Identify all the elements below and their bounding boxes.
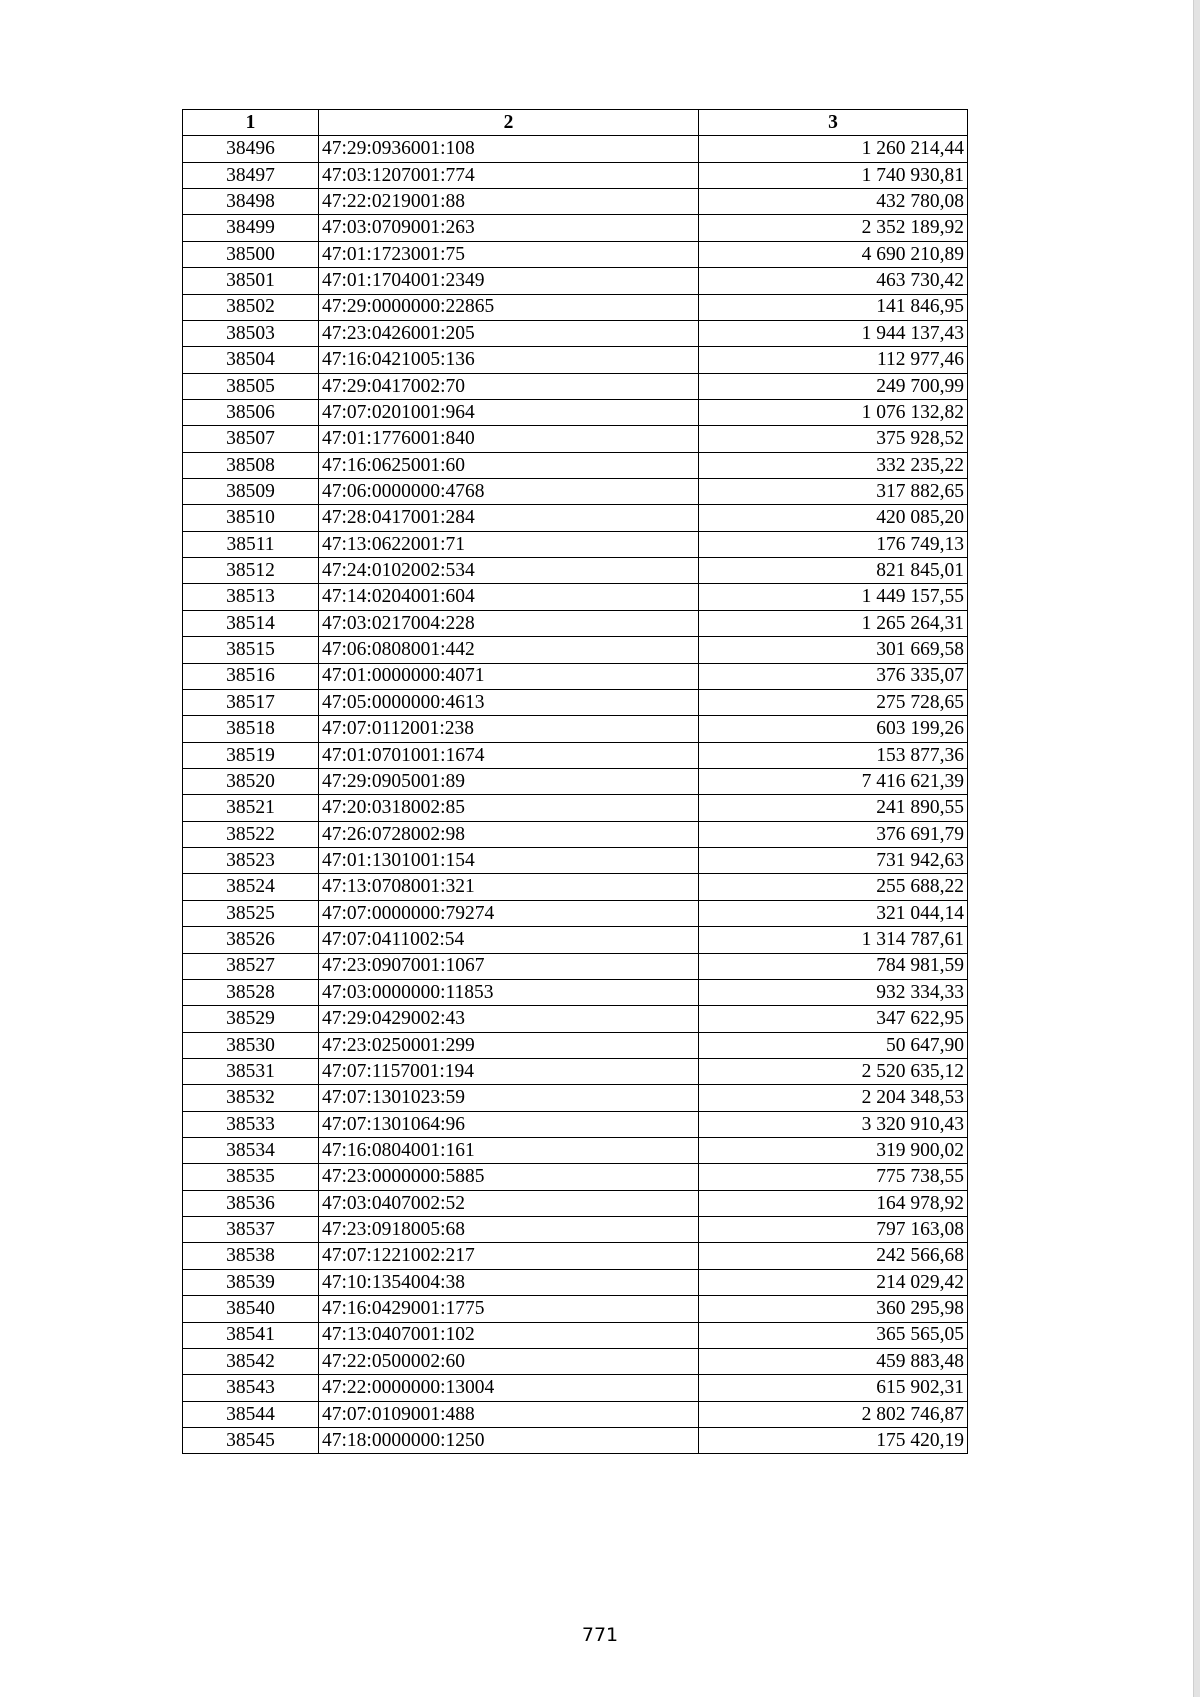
- cadastral-value-cell: 932 334,33: [699, 979, 968, 1005]
- cadastral-number-cell: 47:23:0918005:68: [319, 1217, 699, 1243]
- row-number-cell: 38500: [183, 241, 319, 267]
- cadastral-number-cell: 47:22:0219001:88: [319, 189, 699, 215]
- table-row: [183, 1190, 968, 1216]
- row-number-cell: 38508: [183, 452, 319, 478]
- cadastral-number-cell: 47:06:0000000:4768: [319, 479, 699, 505]
- table-row: [183, 848, 968, 874]
- row-number-cell: 38531: [183, 1058, 319, 1084]
- table-row: [183, 452, 968, 478]
- row-number-cell: 38522: [183, 821, 319, 847]
- cadastral-number-cell: 47:05:0000000:4613: [319, 689, 699, 715]
- cadastral-number-cell: 47:01:1301001:154: [319, 848, 699, 874]
- row-number-cell: 38525: [183, 900, 319, 926]
- table-row: [183, 162, 968, 188]
- cadastral-number-cell: 47:07:0411002:54: [319, 927, 699, 953]
- cadastral-value-cell: 175 420,19: [699, 1427, 968, 1453]
- row-number-cell: 38498: [183, 189, 319, 215]
- table-row: [183, 373, 968, 399]
- cadastral-number-cell: 47:23:0426001:205: [319, 320, 699, 346]
- cadastral-number-cell: 47:13:0708001:321: [319, 874, 699, 900]
- row-number-cell: 38527: [183, 953, 319, 979]
- column-header-cadastral-number: 2: [319, 110, 699, 136]
- table-row: [183, 900, 968, 926]
- table-row: [183, 531, 968, 557]
- cadastral-number-cell: 47:07:0000000:79274: [319, 900, 699, 926]
- table-row: [183, 215, 968, 241]
- table-row: [183, 399, 968, 425]
- row-number-cell: 38510: [183, 505, 319, 531]
- row-number-cell: 38497: [183, 162, 319, 188]
- cadastral-value-cell: 2 352 189,92: [699, 215, 968, 241]
- cadastral-value-cell: 332 235,22: [699, 452, 968, 478]
- table-row: [183, 268, 968, 294]
- cadastral-number-cell: 47:07:0109001:488: [319, 1401, 699, 1427]
- cadastral-value-cell: 603 199,26: [699, 716, 968, 742]
- table-row: [183, 320, 968, 346]
- row-number-cell: 38512: [183, 558, 319, 584]
- table-row: [183, 874, 968, 900]
- row-number-cell: 38518: [183, 716, 319, 742]
- row-number-cell: 38502: [183, 294, 319, 320]
- cadastral-number-cell: 47:22:0000000:13004: [319, 1375, 699, 1401]
- cadastral-value-cell: 275 728,65: [699, 689, 968, 715]
- cadastral-value-cell: 4 690 210,89: [699, 241, 968, 267]
- table-header: [183, 110, 968, 136]
- cadastral-value-cell: 214 029,42: [699, 1269, 968, 1295]
- row-number-cell: 38544: [183, 1401, 319, 1427]
- cadastral-value-cell: 347 622,95: [699, 1006, 968, 1032]
- cadastral-number-cell: 47:03:0709001:263: [319, 215, 699, 241]
- cadastral-number-cell: 47:26:0728002:98: [319, 821, 699, 847]
- cadastral-value-cell: 50 647,90: [699, 1032, 968, 1058]
- cadastral-number-cell: 47:29:0936001:108: [319, 136, 699, 162]
- row-number-cell: 38528: [183, 979, 319, 1005]
- row-number-cell: 38503: [183, 320, 319, 346]
- cadastral-number-cell: 47:24:0102002:534: [319, 558, 699, 584]
- cadastral-value-cell: 615 902,31: [699, 1375, 968, 1401]
- row-number-cell: 38530: [183, 1032, 319, 1058]
- row-number-cell: 38506: [183, 399, 319, 425]
- cadastral-value-cell: 1 944 137,43: [699, 320, 968, 346]
- table-row: [183, 927, 968, 953]
- table-row: [183, 1322, 968, 1348]
- cadastral-number-cell: 47:18:0000000:1250: [319, 1427, 699, 1453]
- cadastral-value-cell: 775 738,55: [699, 1164, 968, 1190]
- cadastral-number-cell: 47:07:1301023:59: [319, 1085, 699, 1111]
- cadastral-value-cell: 1 449 157,55: [699, 584, 968, 610]
- cadastral-value-cell: 376 335,07: [699, 663, 968, 689]
- cadastral-value-cell: 255 688,22: [699, 874, 968, 900]
- cadastral-value-cell: 242 566,68: [699, 1243, 968, 1269]
- cadastral-number-cell: 47:29:0905001:89: [319, 768, 699, 794]
- cadastral-number-cell: 47:28:0417001:284: [319, 505, 699, 531]
- table-row: [183, 1085, 968, 1111]
- cadastral-value-cell: 3 320 910,43: [699, 1111, 968, 1137]
- table-row: [183, 426, 968, 452]
- cadastral-number-cell: 47:01:1776001:840: [319, 426, 699, 452]
- row-number-cell: 38521: [183, 795, 319, 821]
- row-number-cell: 38523: [183, 848, 319, 874]
- row-number-cell: 38545: [183, 1427, 319, 1453]
- cadastral-number-cell: 47:16:0625001:60: [319, 452, 699, 478]
- table-row: [183, 505, 968, 531]
- cadastral-number-cell: 47:07:1221002:217: [319, 1243, 699, 1269]
- cadastral-value-cell: 176 749,13: [699, 531, 968, 557]
- cadastral-number-cell: 47:07:1301064:96: [319, 1111, 699, 1137]
- table-row: [183, 1401, 968, 1427]
- cadastral-value-cell: 153 877,36: [699, 742, 968, 768]
- cadastral-value-cell: 1 265 264,31: [699, 610, 968, 636]
- row-number-cell: 38524: [183, 874, 319, 900]
- cadastral-number-cell: 47:03:0407002:52: [319, 1190, 699, 1216]
- cadastral-value-cell: 376 691,79: [699, 821, 968, 847]
- cadastral-value-cell: 2 802 746,87: [699, 1401, 968, 1427]
- cadastral-value-cell: 1 740 930,81: [699, 162, 968, 188]
- cadastral-value-cell: 319 900,02: [699, 1138, 968, 1164]
- row-number-cell: 38542: [183, 1348, 319, 1374]
- cadastral-number-cell: 47:01:0701001:1674: [319, 742, 699, 768]
- table-row: [183, 953, 968, 979]
- row-number-cell: 38543: [183, 1375, 319, 1401]
- cadastral-value-cell: 141 846,95: [699, 294, 968, 320]
- cadastral-value-cell: 797 163,08: [699, 1217, 968, 1243]
- row-number-cell: 38537: [183, 1217, 319, 1243]
- cadastral-number-cell: 47:23:0000000:5885: [319, 1164, 699, 1190]
- row-number-cell: 38501: [183, 268, 319, 294]
- table-row: [183, 1058, 968, 1084]
- row-number-cell: 38538: [183, 1243, 319, 1269]
- row-number-cell: 38515: [183, 637, 319, 663]
- cadastral-number-cell: 47:29:0429002:43: [319, 1006, 699, 1032]
- table-row: [183, 689, 968, 715]
- table-row: [183, 1111, 968, 1137]
- table-row: [183, 1138, 968, 1164]
- row-number-cell: 38517: [183, 689, 319, 715]
- cadastral-number-cell: 47:29:0000000:22865: [319, 294, 699, 320]
- cadastral-value-cell: 821 845,01: [699, 558, 968, 584]
- table-row: [183, 1006, 968, 1032]
- row-number-cell: 38539: [183, 1269, 319, 1295]
- cadastral-number-cell: 47:10:1354004:38: [319, 1269, 699, 1295]
- cadastral-value-cell: 360 295,98: [699, 1296, 968, 1322]
- row-number-cell: 38514: [183, 610, 319, 636]
- table-row: [183, 1164, 968, 1190]
- table-row: [183, 1032, 968, 1058]
- table-row: [183, 1296, 968, 1322]
- row-number-cell: 38535: [183, 1164, 319, 1190]
- cadastral-number-cell: 47:29:0417002:70: [319, 373, 699, 399]
- cadastral-number-cell: 47:14:0204001:604: [319, 584, 699, 610]
- row-number-cell: 38541: [183, 1322, 319, 1348]
- table-row: [183, 742, 968, 768]
- table-row: [183, 1217, 968, 1243]
- row-number-cell: 38511: [183, 531, 319, 557]
- table-row: [183, 294, 968, 320]
- row-number-cell: 38496: [183, 136, 319, 162]
- cadastral-value-cell: 365 565,05: [699, 1322, 968, 1348]
- cadastral-number-cell: 47:03:0000000:11853: [319, 979, 699, 1005]
- cadastral-value-cell: 731 942,63: [699, 848, 968, 874]
- row-number-cell: 38504: [183, 347, 319, 373]
- row-number-cell: 38520: [183, 768, 319, 794]
- cadastral-number-cell: 47:01:1704001:2349: [319, 268, 699, 294]
- table-row: [183, 795, 968, 821]
- table-row: [183, 558, 968, 584]
- cadastral-value-cell: 241 890,55: [699, 795, 968, 821]
- cadastral-number-cell: 47:06:0808001:442: [319, 637, 699, 663]
- row-number-cell: 38526: [183, 927, 319, 953]
- table-row: [183, 1243, 968, 1269]
- cadastral-number-cell: 47:16:0421005:136: [319, 347, 699, 373]
- cadastral-value-cell: 1 314 787,61: [699, 927, 968, 953]
- table-row: [183, 979, 968, 1005]
- cadastral-value-cell: 301 669,58: [699, 637, 968, 663]
- table-row: [183, 584, 968, 610]
- table-body: [183, 136, 968, 1454]
- table-row: [183, 821, 968, 847]
- page-edge-shadow: [1193, 0, 1200, 1697]
- row-number-cell: 38509: [183, 479, 319, 505]
- cadastral-value-cell: 2 204 348,53: [699, 1085, 968, 1111]
- cadastral-value-cell: 432 780,08: [699, 189, 968, 215]
- cadastral-value-cell: 1 260 214,44: [699, 136, 968, 162]
- row-number-cell: 38540: [183, 1296, 319, 1322]
- cadastral-value-cell: 321 044,14: [699, 900, 968, 926]
- cadastral-value-cell: 164 978,92: [699, 1190, 968, 1216]
- cadastral-value-cell: 463 730,42: [699, 268, 968, 294]
- cadastral-number-cell: 47:03:0217004:228: [319, 610, 699, 636]
- cadastral-number-cell: 47:07:1157001:194: [319, 1058, 699, 1084]
- cadastral-number-cell: 47:23:0907001:1067: [319, 953, 699, 979]
- cadastral-number-cell: 47:16:0804001:161: [319, 1138, 699, 1164]
- cadastral-number-cell: 47:01:0000000:4071: [319, 663, 699, 689]
- cadastral-number-cell: 47:01:1723001:75: [319, 241, 699, 267]
- row-number-cell: 38516: [183, 663, 319, 689]
- cadastral-number-cell: 47:07:0201001:964: [319, 399, 699, 425]
- row-number-cell: 38505: [183, 373, 319, 399]
- table-row: [183, 1375, 968, 1401]
- cadastral-value-cell: 459 883,48: [699, 1348, 968, 1374]
- column-header-value: 3: [699, 110, 968, 136]
- row-number-cell: 38536: [183, 1190, 319, 1216]
- table-row: [183, 1348, 968, 1374]
- table-row: [183, 663, 968, 689]
- cadastral-value-cell: 784 981,59: [699, 953, 968, 979]
- table-row: [183, 241, 968, 267]
- cadastral-number-cell: 47:20:0318002:85: [319, 795, 699, 821]
- cadastral-value-cell: 2 520 635,12: [699, 1058, 968, 1084]
- cadastral-value-cell: 1 076 132,82: [699, 399, 968, 425]
- cadastral-value-cell: 112 977,46: [699, 347, 968, 373]
- table-row: [183, 768, 968, 794]
- table-row: [183, 637, 968, 663]
- cadastral-number-cell: 47:13:0407001:102: [319, 1322, 699, 1348]
- table-row: [183, 189, 968, 215]
- cadastral-number-cell: 47:13:0622001:71: [319, 531, 699, 557]
- cadastral-value-cell: 420 085,20: [699, 505, 968, 531]
- cadastral-number-cell: 47:07:0112001:238: [319, 716, 699, 742]
- cadastral-number-cell: 47:22:0500002:60: [319, 1348, 699, 1374]
- cadastral-value-table: [182, 109, 968, 1454]
- cadastral-number-cell: 47:16:0429001:1775: [319, 1296, 699, 1322]
- row-number-cell: 38532: [183, 1085, 319, 1111]
- table-row: [183, 716, 968, 742]
- row-number-cell: 38507: [183, 426, 319, 452]
- row-number-cell: 38519: [183, 742, 319, 768]
- table-row: [183, 1427, 968, 1453]
- table-row: [183, 479, 968, 505]
- cadastral-number-cell: 47:03:1207001:774: [319, 162, 699, 188]
- cadastral-value-cell: 7 416 621,39: [699, 768, 968, 794]
- table-row: [183, 136, 968, 162]
- row-number-cell: 38534: [183, 1138, 319, 1164]
- cadastral-value-cell: 317 882,65: [699, 479, 968, 505]
- table-row: [183, 347, 968, 373]
- header-row: [183, 110, 968, 136]
- cadastral-value-cell: 375 928,52: [699, 426, 968, 452]
- row-number-cell: 38533: [183, 1111, 319, 1137]
- table-row: [183, 1269, 968, 1295]
- page-number: 771: [581, 1624, 619, 1646]
- row-number-cell: 38529: [183, 1006, 319, 1032]
- row-number-cell: 38499: [183, 215, 319, 241]
- row-number-cell: 38513: [183, 584, 319, 610]
- cadastral-number-cell: 47:23:0250001:299: [319, 1032, 699, 1058]
- column-header-number: 1: [183, 110, 319, 136]
- cadastral-value-cell: 249 700,99: [699, 373, 968, 399]
- table-row: [183, 610, 968, 636]
